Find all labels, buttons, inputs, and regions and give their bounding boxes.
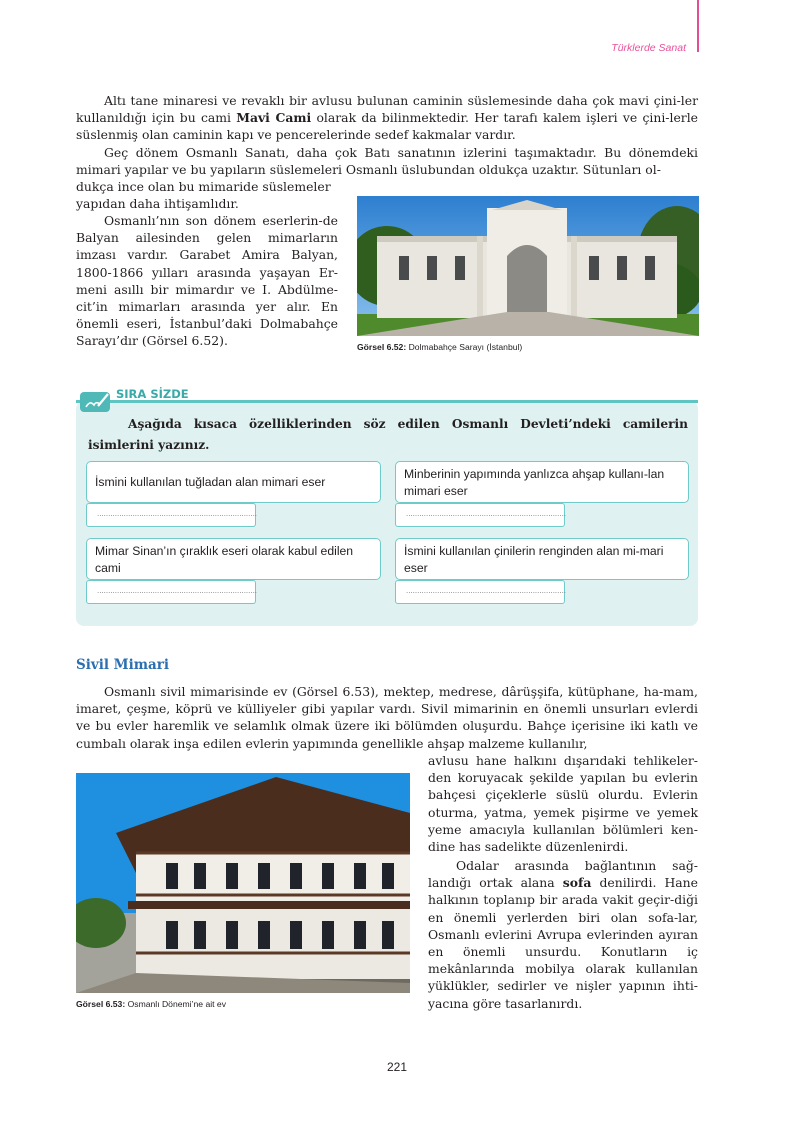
text-span: denilirdi. Hane halkının toplanıp bir arada vakit geçir-diği en önemli yerlerden biri olan sofa-lar, Osmanlı evlerini Avrupa evlerinden ayıran en önemli unsurdu. Konutların iç mekânlarında mobilya olarak kullanılan yüklükler, sedirler ve nişler yapının ihti-yacına göre tasarlanırdı. [428, 875, 698, 1011]
paragraph-mavi-cami [76, 92, 698, 144]
text-span: Odalar arasında bağlantının sağ-landığı ortak alana [428, 858, 698, 891]
paragraph-sofa [428, 857, 698, 1012]
caption-label: Görsel 6.52: [357, 342, 407, 352]
running-head: Türklerde Sanat [611, 42, 686, 54]
ottoman-house-photo [76, 773, 410, 993]
answer-dots: ........................................................................ [97, 586, 258, 595]
bold-term-sofa: sofa [562, 875, 592, 891]
pencil-badge-icon [80, 392, 110, 412]
paragraph-late-ottoman: Geç dönem Osmanlı Sanatı, daha çok Batı sanatının izlerini taşımaktadır. Bu dönemdeki mimari yapılar ve bu yapıların süslemeleri Osmanlı üslubundan oldukça uzaktır. Sütunları ol- [76, 145, 698, 178]
paragraph-civil-architecture: Osmanlı sivil mimarisinde ev (Görsel 6.53), mektep, medrese, dârüşşifa, kütüphane, ha-mam, imaret, çeşme, köprü ve külliyeler gibi yapılar vardı. Sivil mimarinin en önemli unsurları evlerdi ve bu evler haremlik ve selamlık olmak üzere iki bölümden oluşurdu. Bahçe içerisine iki katlı ve cumbalı olarak inşa edilen evlerin yapımında genellikle ahşap malzeme kullanılır, [76, 684, 698, 751]
page-number: 221 [386, 1060, 408, 1074]
question-card-2: Minberinin yapımında yanlızca ahşap kullanı-lan mimari eser [395, 461, 689, 503]
bold-term-mavi-cami: Mavi Cami [236, 110, 312, 126]
answer-dots: ........................................................................ [97, 509, 258, 518]
figure-caption-6-53 [76, 999, 226, 1009]
dolmabahce-palace-photo [357, 196, 699, 336]
answer-field-3[interactable] [86, 580, 256, 604]
section-heading: Sivil Mimari [76, 657, 170, 673]
answer-field-1[interactable] [86, 503, 256, 527]
dolmabahce-palace-illustration [357, 196, 699, 336]
answer-dots: ........................................................................ [406, 509, 567, 518]
text-span: olarak da bilinmektedir. Her tarafı kalem işleri ve çini-lerle süslenmiş olan caminin kapı ve pencerelerinde sedef kakmalar vardır. [76, 110, 698, 143]
question-card-4: İsmini kullanılan çinilerin renginden alan mi-mari eser [395, 538, 689, 580]
paragraph-civil-architecture-cont: avlusu hane halkını dışarıdaki tehlikeler-den koruyacak şekilde yapılan bu evlerin bahçesi çiçeklerle süslü olurdu. Evlerin oturma, yatma, yemek pişirme ve yemek yeme amacıyla kullanılan bölümleri ken-dine has sadelikte düzenlenirdi. [428, 753, 698, 855]
activity-instruction: Aşağıda kısaca özelliklerinden söz edilen Osmanlı Devleti’ndeki camilerin isimlerini yazınız. [88, 417, 688, 452]
pencil-icon [80, 392, 110, 412]
activity-title: SIRA SİZDE [116, 387, 189, 401]
figure-caption-6-52 [357, 342, 522, 352]
ottoman-house-illustration [76, 773, 410, 993]
text-span: Altı tane minaresi ve revaklı bir avlusu bulunan caminin süslemesinde daha çok mavi çini-ler kullanıldığı için bu cami [76, 93, 698, 126]
caption-text: Dolmabahçe Sarayı (İstanbul) [408, 342, 523, 352]
paragraph-late-ottoman-cont: dukça ince olan bu mimaride süslemeler yapıdan daha ihtişamlıdır. [76, 179, 331, 212]
question-card-1: İsmini kullanılan tuğladan alan mimari eser [86, 461, 381, 503]
caption-text: Osmanlı Dönemi’ne ait ev [127, 999, 226, 1009]
answer-dots: ........................................................................ [406, 586, 567, 595]
header-rule [697, 0, 699, 52]
answer-field-4[interactable] [395, 580, 565, 604]
caption-label: Görsel 6.53: [76, 999, 126, 1009]
question-card-3: Mimar Sinan’ın çıraklık eseri olarak kabul edilen cami [86, 538, 381, 580]
paragraph-balyan: Osmanlı’nın son dönem eserlerin-de Balyan ailesinden gelen mimarların imzası vardır. Garabet Amira Balyan, 1800-1866 yılları arasında yaşayan Er-meni asıllı bir mimardır ve I. Abdülme-cit’in mimarları arasında yer alır. En önemli eseri, İstanbul’daki Dolmabahçe Sarayı’dır (Görsel 6.52). [76, 213, 338, 349]
answer-field-2[interactable] [395, 503, 565, 527]
